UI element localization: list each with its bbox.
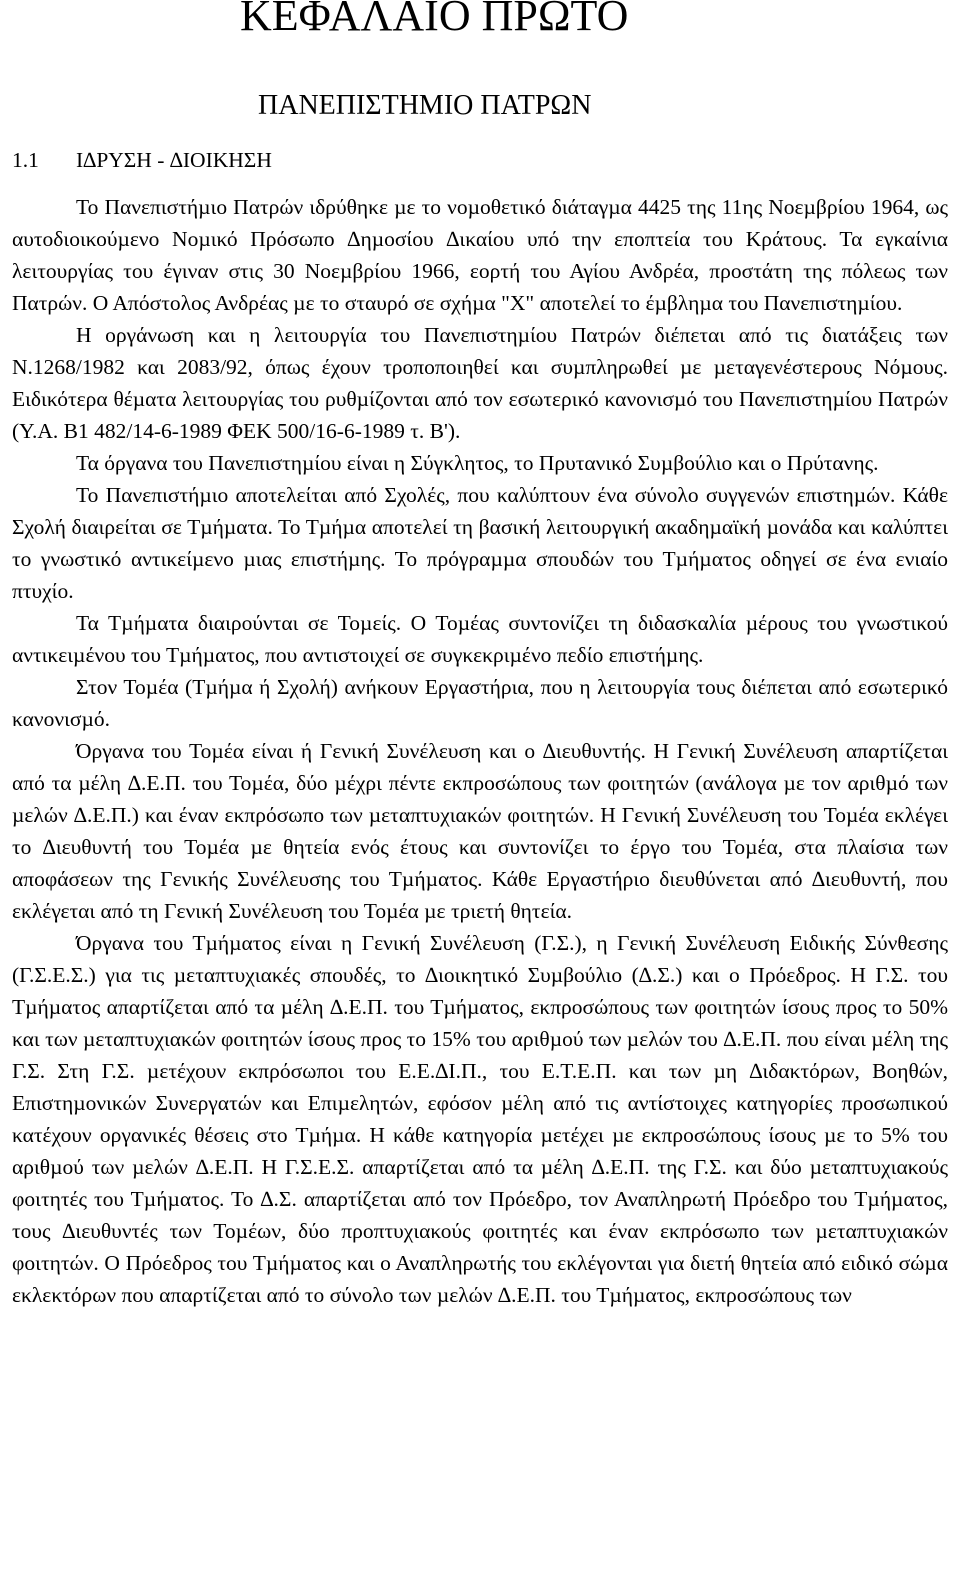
university-title: ΠΑΝΕΠΙΣΤΗΜΙΟ ΠΑΤΡΩΝ xyxy=(258,90,592,121)
chapter-title: ΚΕΦΑΛΑΙΟ ΠΡΩΤΟ xyxy=(240,0,629,40)
paragraph-sector-bodies: Όργανα του Τοµέα είναι ή Γενική Συνέλευση και ο ∆ιευθυντής. Η Γενική Συνέλευση απαρτίζεται από τα µέλη ∆.Ε.Π. του Τοµέα, δύο µέχρι πέντε εκπροσώπους των φοιτητών (ανάλογα µε τον αριθµό των µελών ∆.Ε.Π.) και έναν εκπρόσωπο των µεταπτυχιακών φοιτητών. Η Γενική Συνέλευση του Τοµέα εκλέγει το ∆ιευθυντή του Τοµέα µε θητεία ενός έτους και συντονίζει το έργο του Τοµέα, στα πλαίσια των αποφάσεων της Γενικής Συνέλευσης του Τµήµατος. Κάθε Εργαστήριο διευθύνεται από ∆ιευθυντή, που εκλέγεται από τη Γενική Συνέλευση του Τοµέα µε τριετή θητεία. xyxy=(12,739,948,923)
paragraph-organization: Η οργάνωση και η λειτουργία του Πανεπιστηµίου Πατρών διέπεται από τις διατάξεις των Ν.1268/1982 και 2083/92, όπως έχουν τροποποιηθεί και συµπληρωθεί µε µεταγενέστερους Νόµους. Ειδικότερα θέµατα λειτουργίας του ρυθµίζονται από τον εσωτερικό κανονισµό του Πανεπιστηµίου Πατρών (Υ.Α. Β1 482/14-6-1989 ΦΕΚ 500/16-6-1989 τ. Β'). xyxy=(12,323,948,443)
section-title: Ι∆ΡΥΣΗ - ∆ΙΟΙΚΗΣΗ xyxy=(76,148,272,172)
paragraph-sectors: Τα Τµήµατα διαιρούνται σε Τοµείς. Ο Τοµέας συντονίζει τη διδασκαλία µέρους του γνωστικού αντικειµένου του Τµήµατος, που αντιστοιχεί σε συγκεκριµένο πεδίο επιστήµης. xyxy=(12,611,948,667)
paragraph-governing-bodies: Τα όργανα του Πανεπιστηµίου είναι η Σύγκλητος, το Πρυτανικό Συµβούλιο και ο Πρύτανης. xyxy=(76,451,879,475)
paragraph-laboratories: Στον Τοµέα (Τµήµα ή Σχολή) ανήκουν Εργαστήρια, που η λειτουργία τους διέπεται από εσωτερικό κανονισµό. xyxy=(12,675,948,731)
body-text xyxy=(12,191,948,1311)
section-number: 1.1 xyxy=(12,148,39,172)
section-heading xyxy=(12,145,272,175)
paragraph-founding: Το Πανεπιστήµιο Πατρών ιδρύθηκε µε το νοµοθετικό διάταγµα 4425 της 11ης Νοεµβρίου 1964, ως αυτοδιοικούµενο Νοµικό Πρόσωπο ∆ηµοσίου ∆ικαίου υπό την εποπτεία του Κράτους. Τα εγκαίνια λειτουργίας του έγιναν στις 30 Νοεµβρίου 1966, εορτή του Αγίου Ανδρέα, προστάτη της πόλεως των Πατρών. Ο Απόστολος Ανδρέας µε το σταυρό σε σχήµα "Χ" αποτελεί το έµβληµα του Πανεπιστηµίου. xyxy=(12,195,948,315)
paragraph-schools: Το Πανεπιστήµιο αποτελείται από Σχολές, που καλύπτουν ένα σύνολο συγγενών επιστηµών. Κάθε Σχολή διαιρείται σε Τµήµατα. Το Τµήµα αποτελεί τη βασική λειτουργική ακαδηµαϊκή µονάδα και καλύπτει το γνωστικό αντικείµενο µιας επιστήµης. Το πρόγραµµα σπουδών του Τµήµατος οδηγεί σε ένα ενιαίο πτυχίο. xyxy=(12,483,948,603)
paragraph-department-bodies: Όργανα του Τµήµατος είναι η Γενική Συνέλευση (Γ.Σ.), η Γενική Συνέλευση Ειδικής Σύνθεσης (Γ.Σ.Ε.Σ.) για τις µεταπτυχιακές σπουδές, το ∆ιοικητικό Συµβούλιο (∆.Σ.) και ο Πρόεδρος. Η Γ.Σ. του Τµήµατος απαρτίζεται από τα µέλη ∆.Ε.Π. του Τµήµατος, εκπροσώπους των φοιτητών ίσους προς το 50% και των µεταπτυχιακών φοιτητών ίσους προς το 15% του αριθµού των µελών του ∆.Ε.Π. που είναι µέλη της Γ.Σ. Στη Γ.Σ. µετέχουν εκπρόσωποι του Ε.Ε.∆Ι.Π., του Ε.Τ.Ε.Π. και των µη ∆ιδακτόρων, Βοηθών, Επιστηµονικών Συνεργατών και Επιµελητών, εφόσον µέλη από τις αντίστοιχες κατηγορίες προσωπικού κατέχουν οργανικές θέσεις στο Τµήµα. Η κάθε κατηγορία µετέχει µε εκπροσώπους ίσους µε το 5% του αριθµού των µελών ∆.Ε.Π. Η Γ.Σ.Ε.Σ. απαρτίζεται από τα µέλη ∆.Ε.Π. της Γ.Σ. και δύο µεταπτυχιακούς φοιτητές του Τµήµατος. Το ∆.Σ. απαρτίζεται από τον Πρόεδρο, τον Αναπληρωτή Πρόεδρο του Τµήµατος, τους ∆ιευθυντές των Τοµέων, δύο προπτυχιακούς φοιτητές και έναν εκπρόσωπο των µεταπτυχιακών φοιτητών. Ο Πρόεδρος του Τµήµατος και ο Αναπληρωτής του εκλέγονται για διετή θητεία από ειδικό σώµα εκλεκτόρων που απαρτίζεται από το σύνολο των µελών ∆.Ε.Π. του Τµήµατος, εκπροσώπους των xyxy=(12,931,948,1307)
